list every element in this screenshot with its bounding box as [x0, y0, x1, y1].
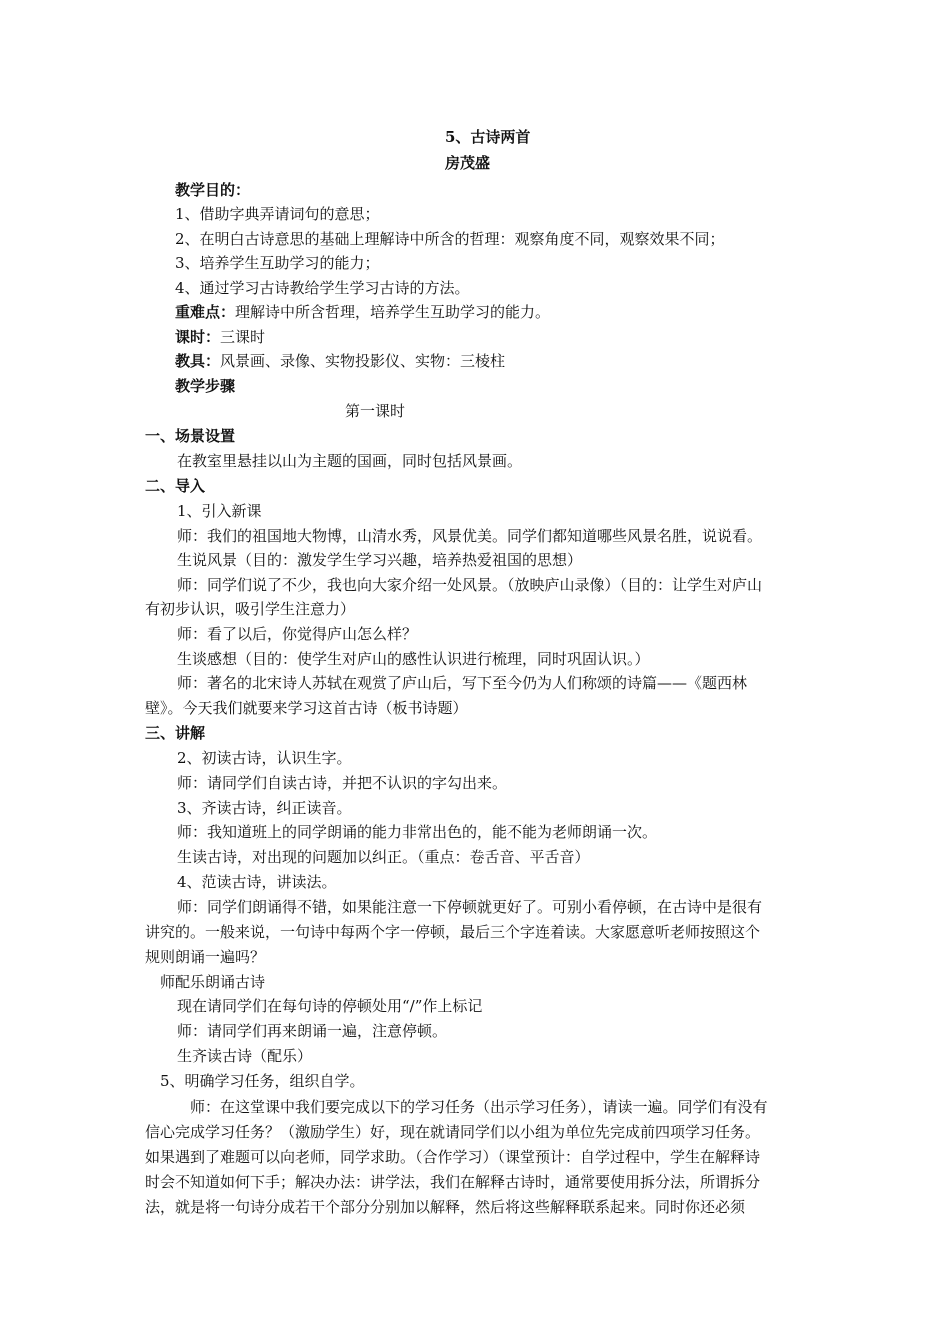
paragraph-line: 生齐读古诗（配乐） — [177, 1047, 313, 1065]
objective-item: 3、培养学生互助学习的能力； — [175, 254, 380, 272]
paragraph-line: 5、明确学习任务，组织自学。 — [160, 1072, 365, 1090]
difficulty-line — [175, 302, 550, 322]
paragraph-line: 师：请同学们自读古诗，并把不认识的字勾出来。 — [177, 774, 508, 792]
paragraph-line: 规则朗诵一遍吗？ — [145, 948, 266, 966]
paragraph-line: 师：我知道班上的同学朗诵的能力非常出色的，能不能为老师朗诵一次。 — [177, 823, 658, 841]
section-heading: 一、场景设置 — [145, 427, 236, 445]
tools-label: 教具： — [175, 352, 221, 370]
paragraph-line: 现在请同学们在每句诗的停顿处用“/”作上标记 — [177, 997, 483, 1015]
duration-label: 课时： — [175, 328, 221, 346]
paragraph-line: 4、范读古诗，讲读法。 — [177, 873, 337, 891]
section-heading: 二、导入 — [145, 477, 206, 495]
paragraph-line: 师：请同学们再来朗诵一遍，注意停顿。 — [177, 1022, 448, 1040]
paragraph-line: 师：同学们说了不少，我也向大家介绍一处风景。（放映庐山录像）（目的：让学生对庐山 — [177, 576, 763, 594]
paragraph-line: 师配乐朗诵古诗 — [160, 973, 266, 991]
document-title: 5、古诗两首 — [445, 128, 531, 146]
duration-line — [175, 327, 265, 347]
objective-item: 2、在明白古诗意思的基础上理解诗中所含的哲理：观察角度不同，观察效果不同； — [175, 230, 725, 248]
paragraph-line: 在教室里悬挂以山为主题的国画，同时包括风景画。 — [177, 452, 523, 470]
paragraph-line: 生读古诗，对出现的问题加以纠正。（重点：卷舌音、平舌音） — [177, 848, 590, 866]
steps-heading: 教学步骤 — [175, 377, 236, 395]
paragraph-line: 师：同学们朗诵得不错，如果能注意一下停顿就更好了。可别小看停顿，在古诗中是很有 — [177, 898, 763, 916]
paragraph-line: 师：看了以后，你觉得庐山怎么样？ — [177, 625, 418, 643]
objectives-heading: 教学目的： — [175, 181, 251, 199]
paragraph-line: 信心完成学习任务？（激励学生）好，现在就请同学们以小组为单位先完成前四项学习任务。 — [145, 1123, 761, 1141]
paragraph-line: 讲究的。一般来说，一句诗中每两个字一停顿，最后三个字连着读。大家愿意听老师按照这个 — [145, 923, 761, 941]
paragraph-line: 如果遇到了难题可以向老师，同学求助。（合作学习）（课堂预计：自学过程中，学生在解释诗 — [145, 1148, 761, 1166]
paragraph-line: 时会不知道如何下手；解决办法：讲学法，我们在解释古诗时，通常要使用拆分法，所谓拆分 — [145, 1173, 761, 1191]
objective-item: 1、借助字典弄请词句的意思； — [175, 205, 380, 223]
paragraph-line: 3、齐读古诗，纠正读音。 — [177, 799, 352, 817]
paragraph-line: 有初步认识，吸引学生注意力） — [145, 600, 356, 618]
paragraph-line: 2、初读古诗，认识生字。 — [177, 749, 352, 767]
paragraph-line: 师：著名的北宋诗人苏轼在观赏了庐山后，写下至今仍为人们称颂的诗篇——《题西林 — [177, 674, 748, 692]
paragraph-line: 师：我们的祖国地大物博，山清水秀，风景优美。同学们都知道哪些风景名胜，说说看。 — [177, 527, 763, 545]
paragraph-line: 师：在这堂课中我们要完成以下的学习任务（出示学习任务），请读一遍。同学们有没有 — [190, 1098, 768, 1116]
paragraph-line: 壁》。今天我们就要来学习这首古诗（板书诗题） — [145, 699, 468, 717]
duration-text: 三课时 — [220, 328, 266, 346]
lesson-title: 第一课时 — [345, 402, 406, 420]
difficulty-text: 理解诗中所含哲理，培养学生互助学习的能力。 — [235, 303, 551, 321]
tools-text: 风景画、录像、实物投影仪、实物：三棱柱 — [220, 352, 506, 370]
paragraph-line: 法，就是将一句诗分成若干个部分分别加以解释，然后将这些解释联系起来。同时你还必须 — [145, 1198, 746, 1216]
section-heading: 三、讲解 — [145, 724, 206, 742]
difficulty-label: 重难点： — [175, 303, 236, 321]
tools-line — [175, 351, 505, 371]
paragraph-line: 1、引入新课 — [177, 502, 262, 520]
objective-item: 4、通过学习古诗教给学生学习古诗的方法。 — [175, 279, 470, 297]
paragraph-line: 生说风景（目的：激发学生学习兴趣，培养热爱祖国的思想） — [177, 551, 583, 569]
author-name: 房茂盛 — [445, 154, 491, 172]
paragraph-line: 生谈感想（目的：使学生对庐山的感性认识进行梳理，同时巩固认识。） — [177, 650, 650, 668]
